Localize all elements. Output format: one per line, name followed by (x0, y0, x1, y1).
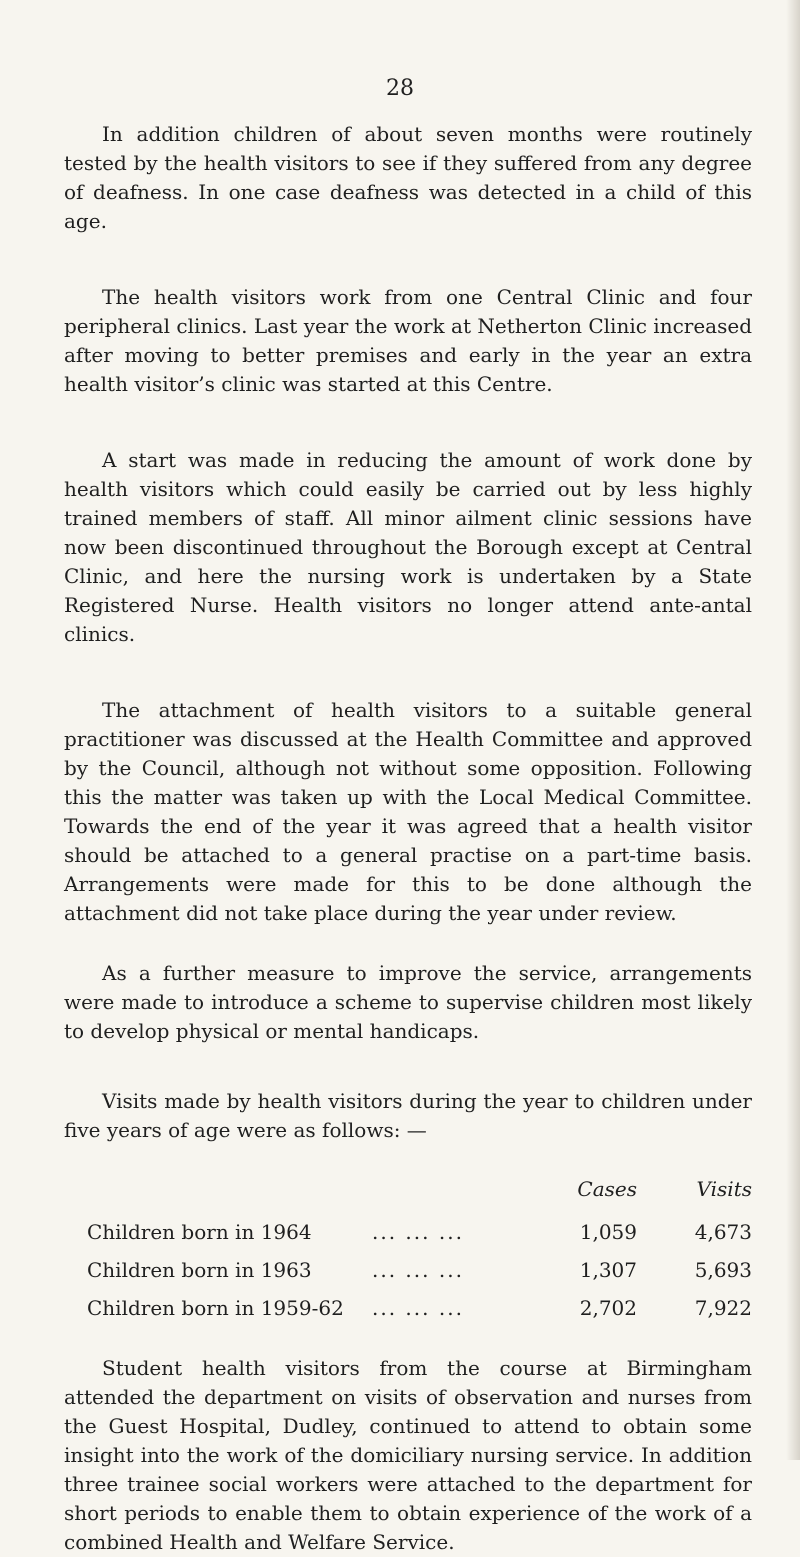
paragraph-deafness-testing: In addition children of about seven months were routinely tested by the health visitors to see if they suffered from any degree of deafness. In one case deafness was detected in a child of this age. (64, 122, 752, 233)
paragraph-staff-workload: A start was made in reducing the amount of work done by health visitors which could easily be carried out by less highly trained members of staff. All minor ailment clinic sessions have now been discontinued throughout the Borough except at Central Clinic, and here the nursing work is undertaken by a State Registered Nurse. Health visitors no longer attend ante-antal clinics. (64, 448, 752, 646)
table-row (64, 1251, 752, 1289)
paragraph-visits-intro: Visits made by health visitors during the year to children under five years of age were as follows: — (64, 1089, 752, 1142)
column-header-cases: Cases (577, 1177, 637, 1201)
row-visits: 7,922 (694, 1296, 752, 1320)
row-label: Children born in 1959-62 (87, 1296, 344, 1320)
row-label: Children born in 1964 (87, 1220, 312, 1244)
paragraph-clinics: The health visitors work from one Central Clinic and four peripheral clinics. Last year the work at Netherton Clinic increased after moving to better premises and early in the year an extra health visitor’s clinic was started at this Centre. (64, 285, 752, 396)
table-row (64, 1213, 752, 1251)
paragraph-gp-attachment: The attachment of health visitors to a suitable general practitioner was discussed at the Health Committee and approved by the Council, although not without some opposition. Following this the matter was taken up with the Local Medical Committee. Towards the end of the year it was agreed that a health visitor should be attached to a general practise on a part-time basis. Arrangements were made for this to be done although the attachment did not take place during the year under review. (64, 698, 752, 925)
table-header-row (64, 1177, 752, 1213)
row-label: Children born in 1963 (87, 1258, 312, 1282)
page-number: 28 (386, 76, 414, 101)
row-cases: 1,059 (579, 1220, 637, 1244)
row-leader-dots: ... ... ... (372, 1296, 464, 1320)
page-edge-shadow (786, 0, 800, 1460)
row-cases: 1,307 (579, 1258, 637, 1282)
row-leader-dots: ... ... ... (372, 1258, 464, 1282)
body-text (64, 120, 752, 1557)
visits-table (64, 1177, 752, 1327)
paragraph-student-visitors: Student health visitors from the course at Birmingham attended the department on visits of observation and nurses from the Guest Hospital, Dudley, continued to attend to obtain some insight into the work of the domiciliary nursing service. In addition three trainee social workers were attached to the department for short periods to enable them to obtain experience of the work of a combined Health and Welfare Service. (64, 1356, 752, 1554)
table-row (64, 1289, 752, 1327)
row-leader-dots: ... ... ... (372, 1220, 464, 1244)
column-header-visits: Visits (696, 1177, 752, 1201)
row-cases: 2,702 (579, 1296, 637, 1320)
row-visits: 5,693 (694, 1258, 752, 1282)
row-visits: 4,673 (694, 1220, 752, 1244)
paragraph-handicap-scheme: As a further measure to improve the service, arrangements were made to introduce a scheme to supervise children most likely to develop physical or mental handicaps. (64, 961, 752, 1043)
